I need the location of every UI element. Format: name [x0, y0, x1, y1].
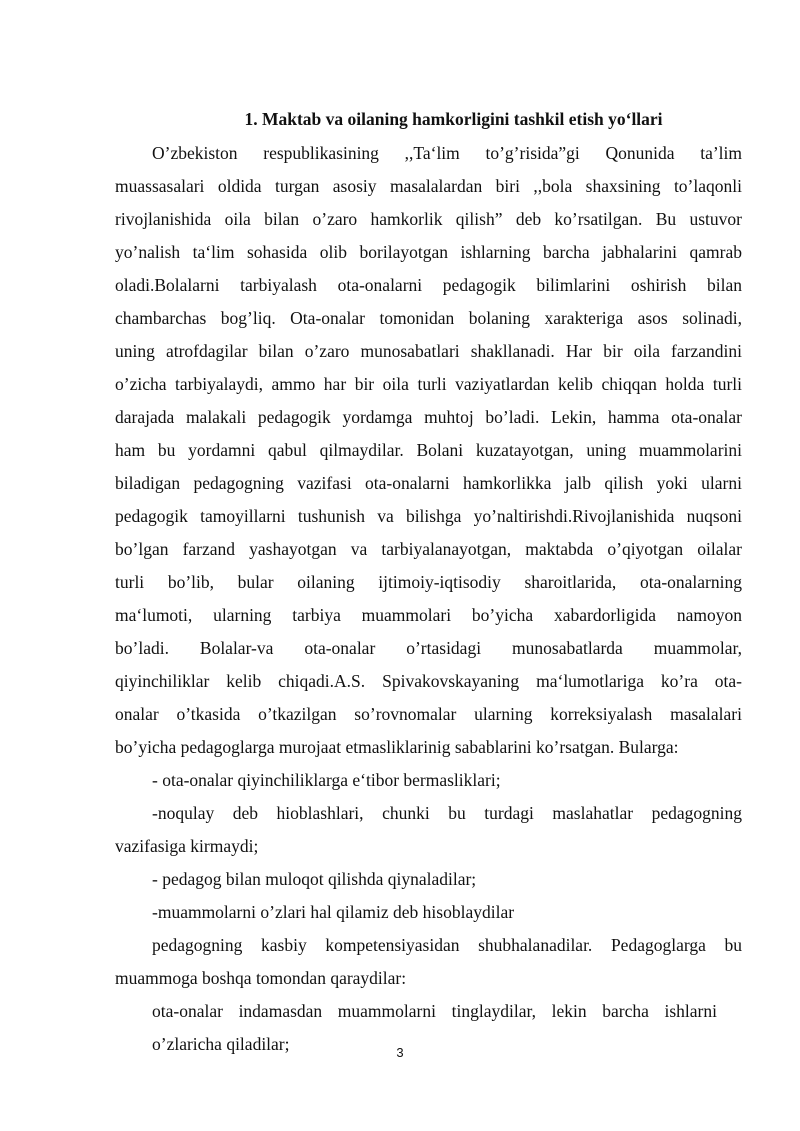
text-line: o’zicha tarbiyalaydi, ammo har bir oila turli vaziyatlardan kelib chiqqan holda turli: [115, 374, 742, 394]
section-title: 1. Maktab va oilaning hamkorligini tashkil etish yo‘llari: [244, 109, 663, 129]
list-item: - pedagog bilan muloqot qilishda qiynaladilar;: [152, 869, 477, 889]
text-line: yo’nalish ta‘lim sohasida olib borilayotgan ishlarning barcha jabhalarini qamrab: [115, 242, 742, 262]
text-line: onalar o’tkasida o’tkazilgan so’rovnomalar ularning korreksiyalash masalalari: [115, 704, 742, 724]
text-line: ota-onalar indamasdan muammolarni tinglaydilar, lekin barcha ishlarni: [152, 1001, 717, 1021]
text-line: pedagogning kasbiy kompetensiyasidan shubhalanadilar. Pedagoglarga bu: [152, 935, 742, 955]
text-line: turli bo’lib, bular oilaning ijtimoiy-iqtisodiy sharoitlarida, ota-onalarning: [115, 572, 742, 592]
list-item: -muammolarni o’zlari hal qilamiz deb hisoblaydilar: [152, 902, 515, 922]
text-line: bo’ladi. Bolalar-va ota-onalar o’rtasidagi munosabatlarda muammolar,: [115, 638, 742, 658]
list-item: -noqulay deb hioblashlari, chunki bu turdagi maslahatlar pedagogning: [152, 803, 742, 823]
list-item: - ota-onalar qiyinchiliklarga e‘tibor bermasliklari;: [152, 770, 501, 790]
text-line: pedagogik tamoyillarni tushunish va bilishga yo’naltirishdi.Rivojlanishida nuqsoni: [115, 506, 742, 526]
text-line: darajada malakali pedagogik yordamga muhtoj bo’ladi. Lekin, hamma ota-onalar: [115, 407, 742, 427]
text-line: muassasalari oldida turgan asosiy masalalardan biri ,,bola shaxsining to’laqonli: [115, 176, 742, 196]
text-line: muammoga boshqa tomondan qaraydilar:: [115, 968, 407, 988]
page-number: 3: [396, 1045, 404, 1060]
text-line: qiyinchiliklar kelib chiqadi.A.S. Spivakovskayaning ma‘lumotlariga ko’ra ota-: [115, 671, 742, 691]
text-line: chambarchas bog’liq. Ota-onalar tomonidan bolaning xarakteriga asos solinadi,: [115, 308, 742, 328]
text-line: uning atrofdagilar bilan o’zaro munosabatlari shakllanadi. Har bir oila farzandini: [115, 341, 742, 361]
text-line: O’zbekiston respublikasining ,,Ta‘lim to’g’risida”gi Qonunida ta’lim: [152, 143, 742, 163]
text-line: o’zlaricha qiladilar;: [152, 1034, 290, 1054]
text-line: vazifasiga kirmaydi;: [115, 836, 259, 856]
text-line: ham bu yordamni qabul qilmaydilar. Bolani kuzatayotgan, uning muammolarini: [115, 440, 742, 460]
text-line: oladi.Bolalarni tarbiyalash ota-onalarni pedagogik bilimlarini oshirish bilan: [115, 275, 742, 295]
text-line: bo’yicha pedagoglarga murojaat etmasliklarinig sabablarini ko’rsatgan. Bularga:: [115, 737, 679, 757]
text-line: ma‘lumoti, ularning tarbiya muammolari bo’yicha xabardorligida namoyon: [115, 605, 742, 625]
text-line: biladigan pedagogning vazifasi ota-onalarni hamkorlikka jalb qilish yoki ularni: [115, 473, 742, 493]
text-line: rivojlanishida oila bilan o’zaro hamkorlik qilish” deb ko’rsatilgan. Bu ustuvor: [115, 209, 742, 229]
text-line: bo’lgan farzand yashayotgan va tarbiyalanayotgan, maktabda o’qiyotgan oilalar: [115, 539, 742, 559]
